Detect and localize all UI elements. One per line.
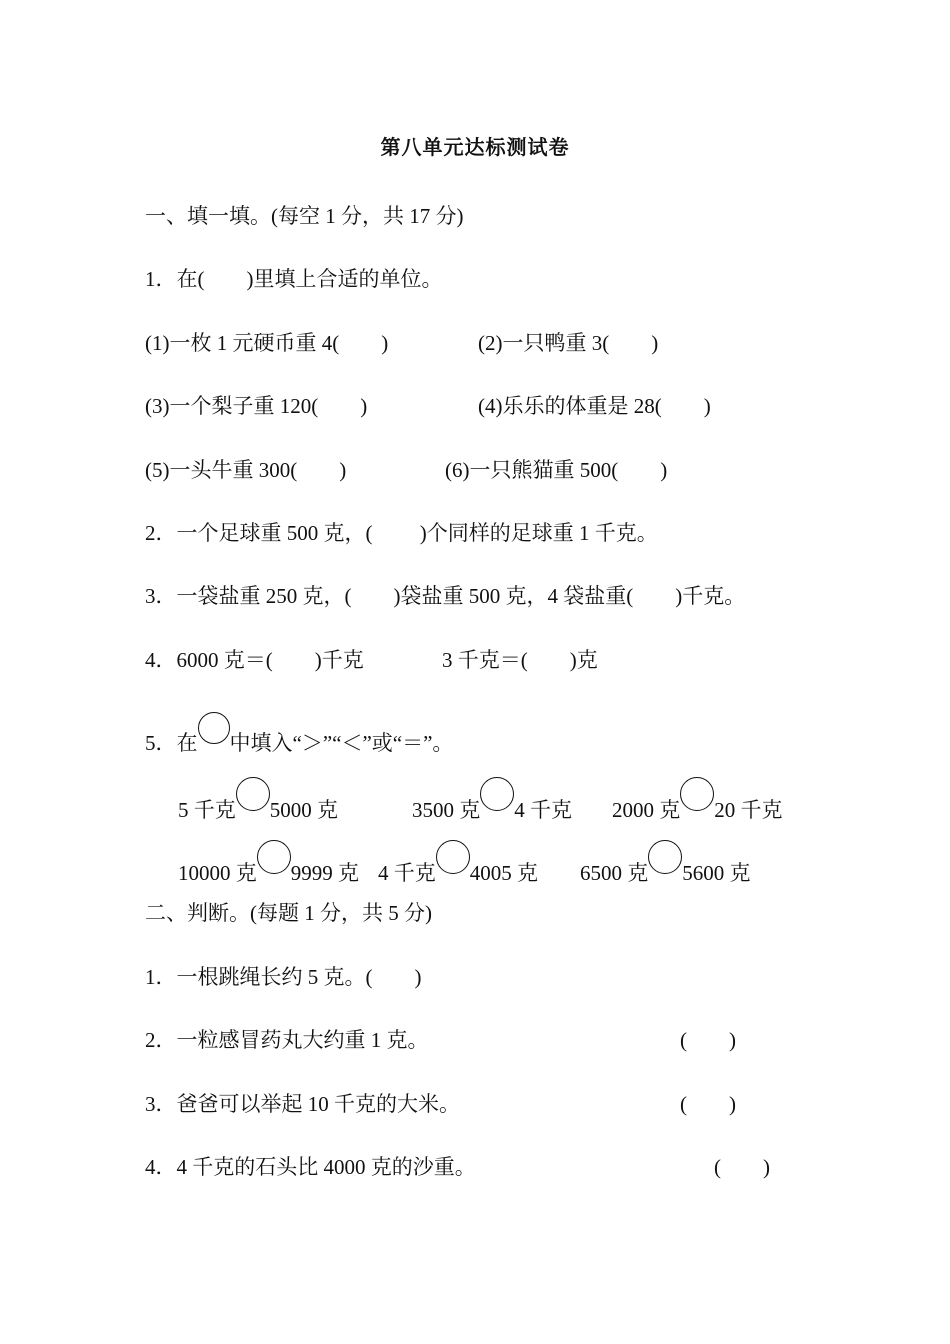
section1-heading: 一、填一填。(每空 1 分，共 17 分) [145,204,464,228]
answer-circle-icon[interactable] [648,840,682,874]
judge-item: 4．4 千克的石头比 4000 克的沙重。 [145,1155,476,1179]
q1-item: (1)一枚 1 元硬币重 4( ) [145,331,389,355]
q5-suffix: 中填入“＞”“＜”或“＝”。 [229,731,454,755]
comparison-item: 2000 克 20 千克 [612,777,783,823]
answer-paren[interactable]: ( ) [680,1092,736,1116]
q1-item: (3)一个梨子重 120( ) [145,394,368,418]
judge-item: 3．爸爸可以举起 10 千克的大米。 [145,1092,460,1116]
q1-item: (2)一只鸭重 3( ) [478,331,659,355]
q5-instruction [145,712,453,756]
answer-paren[interactable]: ( ) [680,1028,736,1052]
q4-part-b: 3 千克＝( )克 [442,648,598,672]
comparison-item: 5 千克 5000 克 [178,777,338,823]
judge-item: 2．一粒感冒药丸大约重 1 克。 [145,1028,429,1052]
section2-heading: 二、判断。(每题 1 分，共 5 分) [145,901,432,925]
q5-prefix: 5．在 [145,731,198,755]
judge-item: 1．一根跳绳长约 5 克。( ) [145,965,422,989]
q3: 3．一袋盐重 250 克，( )袋盐重 500 克，4 袋盐重( )千克。 [145,584,746,608]
answer-circle-icon[interactable] [257,840,291,874]
answer-circle-icon[interactable] [236,777,270,811]
q1-item: (5)一头牛重 300( ) [145,458,347,482]
q2: 2．一个足球重 500 克，( )个同样的足球重 1 千克。 [145,521,658,545]
q4-part-a: 4．6000 克＝( )千克 [145,648,364,672]
comparison-item: 4 千克 4005 克 [378,840,538,886]
answer-circle-icon [198,712,230,744]
q1-item: (4)乐乐的体重是 28( ) [478,394,711,418]
answer-paren[interactable]: ( ) [714,1155,770,1179]
answer-circle-icon[interactable] [480,777,514,811]
answer-circle-icon[interactable] [436,840,470,874]
comparison-item: 3500 克 4 千克 [412,777,572,823]
q1-stem: 1．在( )里填上合适的单位。 [145,267,443,291]
comparison-item: 10000 克 9999 克 [178,840,359,886]
q1-item: (6)一只熊猫重 500( ) [445,458,668,482]
comparison-item: 6500 克 5600 克 [580,840,751,886]
answer-circle-icon[interactable] [680,777,714,811]
page-title: 第八单元达标测试卷 [380,137,570,159]
